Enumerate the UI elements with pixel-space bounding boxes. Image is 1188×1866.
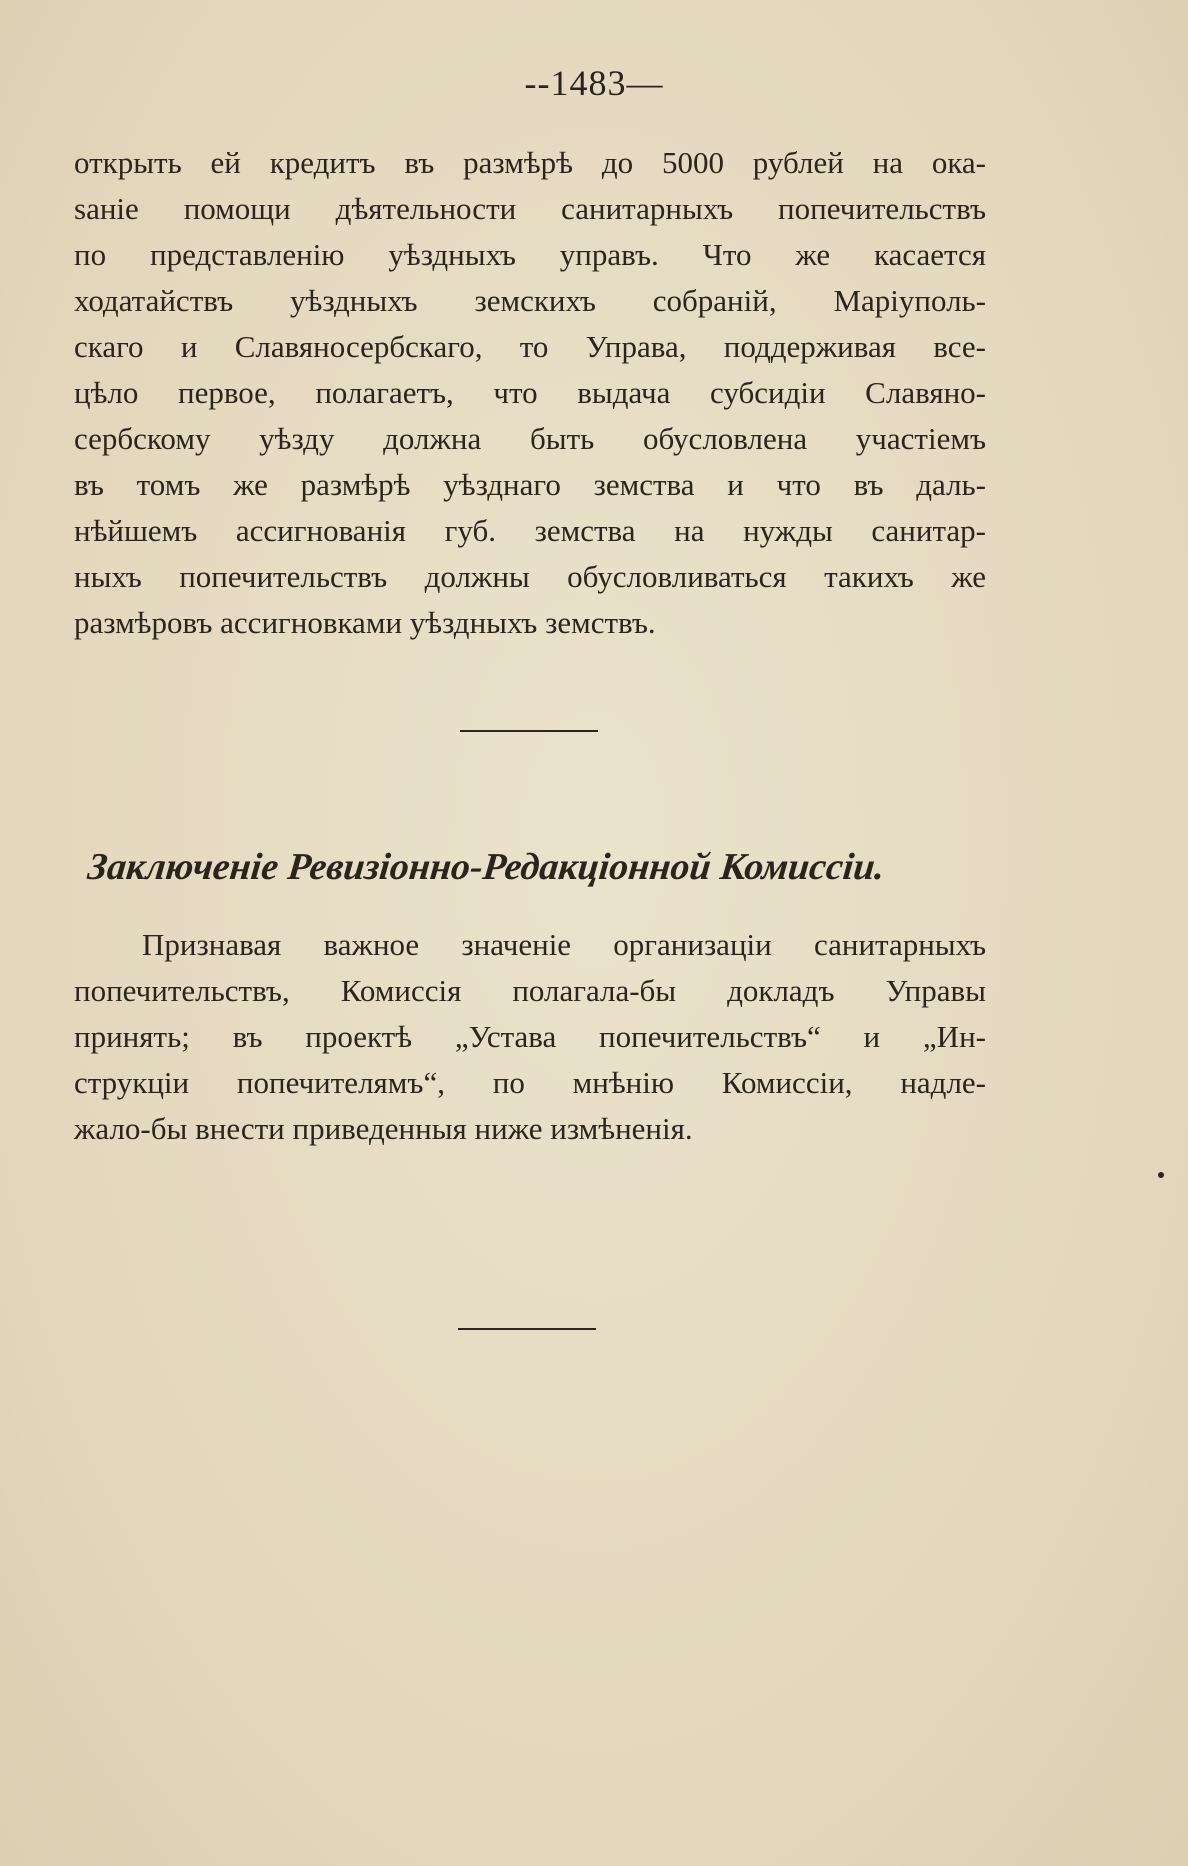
section-heading: Заключеніе Ревизіонно-Редакціонной Комиссіи. [85, 846, 887, 888]
text-line: Признавая важное значеніе организаціи санитарныхъ [142, 927, 986, 962]
text-line: попечительствъ, Комиссія полагала-бы докладъ Управы [74, 973, 986, 1008]
ink-speck [1158, 1172, 1164, 1178]
text-line: струкціи попечителямъ“, по мнѣнію Комиссіи, надле- [74, 1065, 986, 1100]
text-line: ныхъ попечительствъ должны обусловливаться такихъ же [74, 559, 986, 594]
page-number: --1483— [524, 63, 664, 103]
text-line: въ томъ же размѣрѣ уѣзднаго земства и что въ даль- [74, 467, 986, 502]
section-divider [460, 730, 598, 732]
text-line: скаго и Славяносербскаго, то Управа, поддерживая все- [74, 329, 986, 364]
paragraph-1 [74, 140, 986, 646]
text-line: нѣйшемъ ассигнованія губ. земства на нужды санитар- [74, 513, 986, 548]
text-line: ѕаніе помощи дѣятельности санитарныхъ попечительствъ [74, 191, 986, 226]
text-line: по представленію уѣздныхъ управъ. Что же касается [74, 237, 986, 272]
text-line: принять; въ проектѣ „Устава попечительствъ“ и „Ин- [74, 1019, 986, 1054]
paragraph-2 [74, 922, 986, 1152]
text-line: размѣровъ ассигновками уѣздныхъ земствъ. [74, 605, 656, 640]
text-line: цѣло первое, полагаетъ, что выдача субсидіи Славяно- [74, 375, 986, 410]
text-line: ходатайствъ уѣздныхъ земскихъ собраній, Маріуполь- [74, 283, 986, 318]
text-line: жало-бы внести приведенныя ниже измѣненія. [74, 1111, 693, 1146]
text-line: открыть ей кредитъ въ размѣрѣ до 5000 рублей на ока- [74, 145, 986, 180]
text-line: сербскому уѣзду должна быть обусловлена участіемъ [74, 421, 986, 456]
section-divider [458, 1328, 596, 1330]
